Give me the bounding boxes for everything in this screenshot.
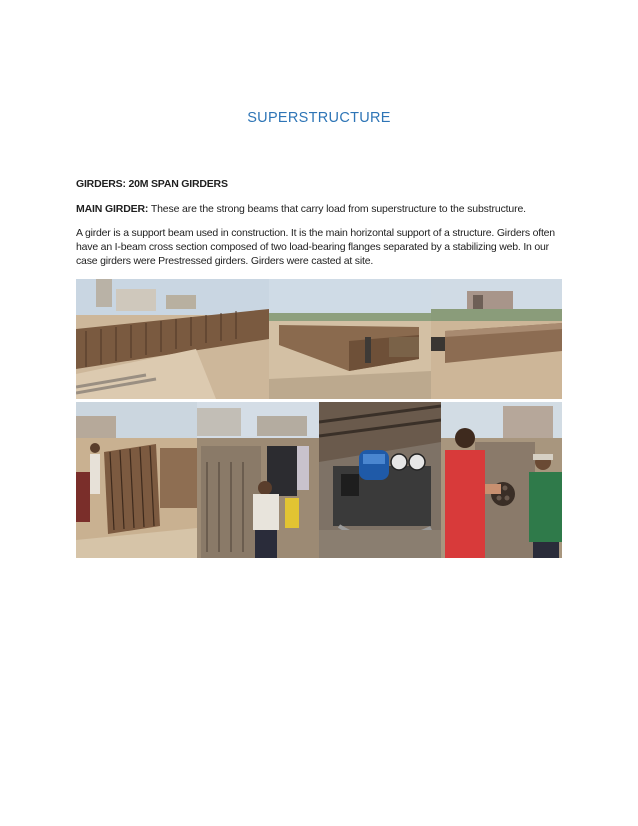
girder-stressing-worker-photo [197, 402, 319, 558]
hydraulic-jack-pump-photo [319, 402, 441, 558]
section-subheading: GIRDERS: 20M SPAN GIRDERS [76, 178, 228, 190]
main-girder-text: These are the strong beams that carry load from superstructure to the substructure. [148, 203, 526, 215]
finished-girder-photo [431, 279, 562, 399]
main-girder-label: MAIN GIRDER: [76, 203, 149, 215]
cast-girder-formwork-photo [269, 279, 431, 399]
page-title: SUPERSTRUCTURE [247, 110, 391, 126]
girder-reinforcement-cage-photo [76, 279, 269, 399]
anchorage-stressing-workers-photo [441, 402, 562, 558]
main-girder-paragraph [76, 202, 566, 216]
girder-workers-rebar-photo [76, 402, 197, 558]
girder-description-paragraph: A girder is a support beam used in construction. It is the main horizontal support of a structure. Girders often have an I-beam cross section composed of two load-bearing flanges separated by a stabilizing web. In our case girders were Prestressed girders. Girders were casted at site. [76, 227, 555, 267]
